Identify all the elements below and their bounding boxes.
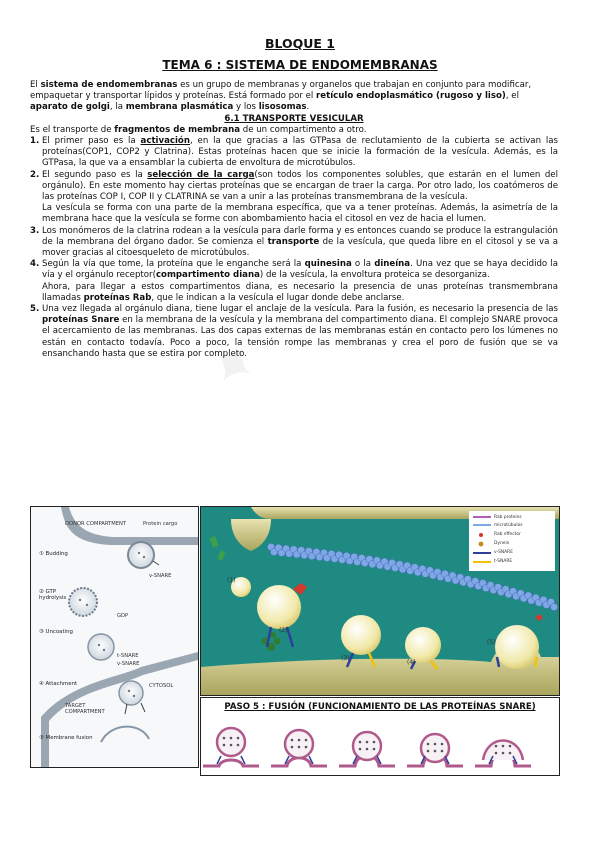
protein-cargo-label: Protein cargo bbox=[143, 521, 178, 527]
attachment-label: ④ Attachment bbox=[39, 681, 78, 687]
fusion-label: ⑤ Membrane fusion bbox=[39, 735, 93, 741]
section-title: 6.1 TRANSPORTE VESICULAR bbox=[224, 113, 364, 124]
legend-tsnare: t-SNARE bbox=[494, 559, 513, 564]
legend-microtubulos: microtúbulos bbox=[494, 523, 523, 528]
intro-paragraph: El sistema de endomembranas es un grupo de membranas y organelos que trabajan en conjunto para modificar, empaquetar y transportar lípidos y proteínas. Está formado por el retículo endoplasmático (rugoso y liso), el aparato de golgi, la membrana plasmática y los lisosomas. bbox=[30, 80, 532, 113]
donor-label: DONOR COMPARTMENT bbox=[65, 521, 127, 527]
step-1: 1. El primer paso es la activación, en la que gracias a las GTPasa de reclutamiento de la cubierta se activan las proteínas(COP1, COP2 y Clatrina). Estas proteínas hacen que se inicie la formación de la vesícula. Además, es la GTPasa, la que va a ensamblar la cubierta de envoltura de microtúbulos. bbox=[30, 136, 559, 169]
uncoating-label: ③ Uncoating bbox=[39, 629, 73, 635]
vesicle-steps-figure bbox=[30, 506, 199, 768]
fusion-figure bbox=[200, 697, 560, 776]
fusion-sequence-svg bbox=[201, 698, 559, 775]
body-text bbox=[30, 80, 558, 360]
section-lead: Es el transporte de fragmentos de membrana de un compartimento a otro. bbox=[30, 124, 367, 135]
transport-illustration bbox=[200, 506, 560, 696]
fusion-stage bbox=[475, 741, 531, 767]
vsnare2-label: v-SNARE bbox=[117, 661, 140, 667]
tsnare-label: t-SNARE bbox=[117, 653, 139, 659]
fusion-stage bbox=[271, 730, 327, 766]
label-5: (5) bbox=[487, 639, 496, 646]
step-5: 5. Una vez llegada al orgánulo diana, tiene lugar el anclaje de la vesícula. Para la fusión, es necesario la presencia de las proteínas Snare en la membrana de la vesícula y la membrana del compartimento diana. El complejo SNARE provoca el acercamiento de las membranas. Las dos capas externas de las membranas están en contacto pero los lúmenes no están en contacto todavía. Poco a poco, la tensión rompe las membranas y crea el poro de fusión que se va ensanchando hasta que se estira por completo. bbox=[30, 304, 559, 359]
gdp-label: GDP bbox=[117, 613, 129, 619]
legend-dynein: Dynein bbox=[494, 541, 510, 546]
step-4: 4. Según la vía que tome, la proteína que le enganche será la quinesina o la dineína. Una vez que se haya decidido la vía y el orgánulo receptor(compartimento diana) de la vesícula, la envoltura proteica se desorganiza. Ahora, para llegar a estos compartimentos diana, es necesario la presencia de unas proteínas transmembrana llamadas proteínas Rab, que le indican a la vesícula el lugar donde debe anclarse. bbox=[30, 259, 558, 303]
block-title: BLOQUE 1 bbox=[264, 36, 336, 51]
vsnare-label: v-SNARE bbox=[149, 573, 172, 579]
legend-rab: Rab proteins bbox=[494, 515, 522, 520]
cytosol-label: CYTOSOL bbox=[149, 683, 174, 689]
fusion-stage bbox=[203, 728, 259, 766]
legend-effector: Rab effector bbox=[494, 532, 521, 537]
label-2: (2) bbox=[279, 627, 288, 634]
step-3: 3. Los monómeros de la clatrina rodean a la vesícula para darle forma y es entonces cuando se produce la estrangulación de la membrana del órgano dador. Se comienza el transporte de la vesícula, que queda libre en el citosol y se va a mover gracias al citoesqueleto de microtúbulos. bbox=[30, 225, 558, 259]
target-label: TARGET COMPARTMENT bbox=[65, 703, 105, 715]
label-4: (4) bbox=[407, 659, 416, 666]
vesicle-steps-diagram bbox=[31, 507, 198, 767]
topic-title: TEMA 6 : SISTEMA DE ENDOMEMBRANAS bbox=[162, 58, 438, 72]
watermark: ✦ bbox=[192, 325, 279, 405]
label-3: (3) bbox=[341, 655, 350, 662]
fusion-stage bbox=[407, 734, 463, 766]
microtubule-bead bbox=[550, 603, 557, 610]
fusion-stage bbox=[339, 732, 395, 766]
fusion-title: PASO 5 : FUSIÓN (FUNCIONAMIENTO DE LAS PROTEÍNAS SNARE) bbox=[224, 702, 536, 712]
legend-vsnare: v-SNARE bbox=[494, 550, 513, 555]
gtp-label: ② GTP hydrolysis bbox=[39, 589, 67, 601]
budding-label: ① Budding bbox=[39, 551, 68, 557]
label-1: (1) bbox=[227, 577, 236, 584]
step-2: 2. El segundo paso es la selección de la carga(son todos los componentes solubles, que estarán en el lumen del orgánulo). En este momento hay ciertas proteínas que se encargan de traer la carga. Por otro lado, los coatómeros de las proteínas COP I, COP II y CLATRINA se van a unir a las proteínas transmembrana de la vesícula. La vesícula se forma con una parte de la membrana específica, que va a tener proteínas. Además, la asimetría de la membrana hace que la vesícula se forme con abombamiento hacia el citosol en vez de hacia el lumen. bbox=[30, 169, 558, 225]
